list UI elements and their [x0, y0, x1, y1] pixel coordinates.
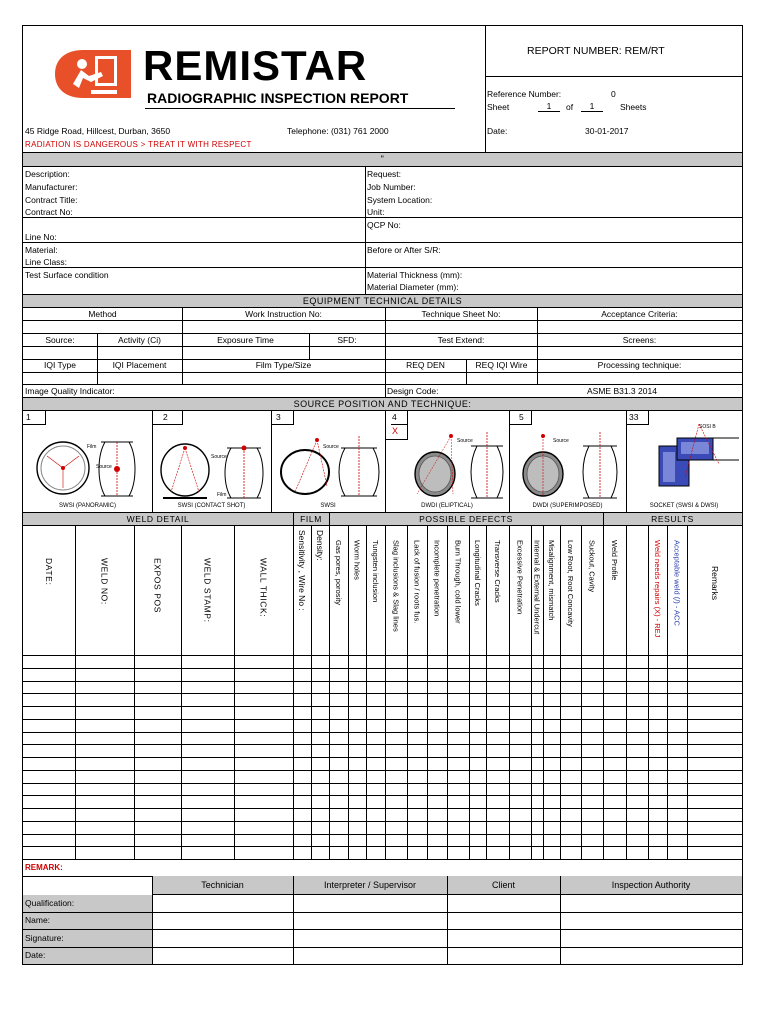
req-iqi-wire-label: REQ IQI Wire: [475, 360, 528, 370]
sheets-label: Sheets: [620, 102, 647, 112]
defect-col-heading-10: Internal & External Undercut: [532, 540, 542, 635]
grid-row-line-5: [23, 719, 742, 720]
grid-row-line-13: [23, 821, 742, 822]
tech-5-caption: DWDI (SUPERIMPOSED): [532, 503, 603, 509]
possible-defects-heading: POSSIBLE DEFECTS: [419, 514, 513, 524]
test-extend-label: Test Extend:: [437, 335, 485, 345]
grid-row-line-15: [23, 846, 742, 847]
defect-col-heading-8: Transverse Cracks: [493, 540, 502, 603]
grid-row-line-1: [23, 668, 742, 669]
result-col-heading-2: Remarks: [710, 566, 720, 601]
iqi-indicator-label: Image Quality Indicator:: [25, 386, 115, 396]
material-diameter-label: Material Diameter (mm):: [367, 282, 459, 292]
tech-divider-4: [509, 411, 510, 512]
grid-row-line-9: [23, 770, 742, 771]
defect-col-heading-3: Slag inclusions & Slag lines: [391, 540, 401, 632]
signoff-line-1: [23, 912, 742, 913]
client-heading: Client: [491, 880, 515, 890]
iqi-type-label: IQI Type: [44, 360, 76, 370]
signoff-line-2: [23, 929, 742, 930]
tech-5-box: [509, 411, 532, 425]
film-heading: FILM: [300, 514, 322, 524]
report-number: REPORT NUMBER: REM/RT: [527, 45, 665, 57]
svg-text:SOSI B: SOSI B: [699, 424, 716, 430]
grid-bottom-line: [23, 859, 742, 860]
test-surface-label: Test Surface condition: [25, 270, 109, 280]
weld-col-heading-3: WELD STAMP:: [202, 558, 213, 623]
name-label: Name:: [25, 915, 51, 925]
method-label: Method: [88, 309, 117, 319]
inspection-authority-heading: Inspection Authority: [611, 880, 691, 890]
source-label: Source:: [45, 335, 75, 345]
system-location-label: System Location:: [367, 195, 433, 205]
equip-r4-v1: [385, 384, 386, 397]
defect-col-heading-5: Incomplete penetration: [432, 540, 442, 617]
reference-value: 0: [611, 89, 616, 99]
report-subtitle: RADIOGRAPHIC INSPECTION REPORT: [147, 90, 409, 106]
equip-row3-bottom: [23, 384, 742, 385]
tech-4-number: 4: [392, 412, 397, 422]
swsi-sketch-icon: [275, 426, 383, 502]
tech-2-number: 2: [163, 412, 168, 422]
qualification-label: Qualification:: [25, 898, 75, 908]
svg-text:Source: Source: [553, 438, 569, 444]
grid-header-bottom: [23, 655, 742, 656]
signoff-line-3: [23, 947, 742, 948]
request-label: Request:: [367, 169, 402, 179]
equip-row2-line: [23, 346, 742, 347]
tech-divider-5: [626, 411, 627, 512]
equip-row1-line: [23, 320, 742, 321]
line-no-label: Line No:: [25, 232, 57, 242]
svg-text:Source: Source: [323, 444, 339, 450]
defect-col-heading-4: Lack of fusion / roots fus.: [412, 540, 422, 624]
tech-2-box: [152, 411, 183, 425]
equip-row3-line: [23, 372, 742, 373]
reference-label: Reference Number:: [487, 89, 562, 99]
info-line-1: [23, 217, 742, 218]
material-label: Material:: [25, 245, 58, 255]
info-divider: [365, 167, 366, 294]
inspection-report-sheet: [22, 25, 743, 965]
tech-divider-1: [152, 411, 153, 512]
tech-6-box: [626, 411, 649, 425]
tech-6-number: 33: [629, 412, 639, 422]
tech-4-box-mid: [391, 424, 407, 425]
svg-text:Source: Source: [457, 438, 473, 444]
header-divider: [485, 26, 486, 152]
equip-row1-bottom: [23, 333, 742, 334]
result-col-heading-0: Weld needs repairs (X) - REJ: [653, 540, 662, 638]
design-code-label: Design Code:: [387, 386, 439, 396]
before-after-sr-label: Before or After S/R:: [367, 245, 441, 255]
weld-col-heading-2: EXPOS POS: [152, 558, 163, 614]
info-line-2: [23, 242, 742, 243]
remark-label: REMARK:: [25, 863, 63, 872]
panoramic-sketch-icon: [33, 426, 145, 502]
radiation-warning: RADIATION IS DANGEROUS > TREAT IT WITH RESPECT: [25, 140, 252, 149]
sfd-label: SFD:: [337, 335, 357, 345]
tech-6-caption: SOCKET (SWSI & DWSI): [649, 503, 719, 509]
grid-row-line-6: [23, 732, 742, 733]
tech-1-number: 1: [26, 412, 31, 422]
grid-row-line-12: [23, 808, 742, 809]
defect-col-heading-9: Excessive Penetration: [515, 540, 525, 615]
date-value: 30-01-2017: [585, 126, 629, 136]
weld-detail-heading: WELD DETAIL: [126, 514, 190, 524]
header-band: [23, 152, 742, 167]
equipment-band: [23, 294, 742, 308]
defect-col-heading-2: Tungsten inclusion: [371, 540, 380, 603]
grid-row-line-8: [23, 757, 742, 758]
defect-col-heading-11: Misalignment, mismatch: [547, 540, 556, 621]
brand-name: REMISTAR: [143, 42, 368, 89]
sheet-number-value: 1: [546, 101, 552, 111]
of-label: of: [566, 102, 574, 112]
defect-col-heading-0: Gas pores, porosity: [334, 540, 343, 606]
defect-col-heading-1: Worm holes: [352, 540, 362, 580]
svg-text:Film: Film: [217, 492, 227, 498]
company-telephone: Telephone: (031) 761 2000: [287, 126, 389, 136]
source-band: [23, 397, 742, 411]
interpreter-heading: Interpreter / Supervisor: [323, 880, 417, 890]
result-col-heading-1: Acceptable weld (/) - ACC: [672, 540, 682, 626]
equipment-title: EQUIPMENT TECHNICAL DETAILS: [302, 296, 463, 306]
defect-col-heading-7: Longitudinal Cracks: [473, 540, 482, 606]
tech-divider-2: [271, 411, 272, 512]
film-col-heading-0: Sensitivity , Wire No :: [297, 530, 307, 611]
contract-title-label: Contract Title:: [25, 195, 78, 205]
tech-1-caption: SWSI (PANORAMIC): [59, 503, 116, 509]
acceptance-criteria-label: Acceptance Criteria:: [601, 309, 678, 319]
grid-row-line-2: [23, 681, 742, 682]
grid-row-line-14: [23, 834, 742, 835]
results-heading: RESULTS: [651, 514, 694, 524]
tech-3-box: [271, 411, 294, 425]
tech-4-box[interactable]: [385, 411, 408, 440]
svg-text:Film: Film: [87, 444, 97, 450]
tech-2-caption: SWSI (CONTACT SHOT): [177, 503, 246, 509]
contract-no-label: Contract No:: [25, 207, 73, 217]
svg-text:Source: Source: [211, 454, 227, 460]
activity-label: Activity (Ci): [118, 335, 161, 345]
iqi-placement-label: IQI Placement: [112, 360, 167, 370]
grid-row-line-10: [23, 783, 742, 784]
line-class-label: Line Class:: [25, 257, 68, 267]
weld-col-heading-4: WALL THICK:: [258, 558, 269, 618]
processing-technique-label: Processing technique:: [597, 360, 682, 370]
film-col-heading-1: Density:: [315, 530, 325, 561]
tech-3-caption: SWSI: [320, 503, 336, 509]
logo-mark-icon: [51, 48, 133, 100]
tech-3-number: 3: [276, 412, 281, 422]
remistar-logo: [51, 48, 133, 100]
contact-shot-sketch-icon: [157, 426, 267, 502]
manufacturer-label: Manufacturer:: [25, 182, 78, 192]
material-thickness-label: Material Thickness (mm):: [367, 270, 463, 280]
signature-label: Signature:: [25, 933, 64, 943]
technique-sheet-label: Technique Sheet No:: [421, 309, 501, 319]
technician-heading: Technician: [201, 880, 244, 890]
source-title: SOURCE POSITION AND TECHNIQUE:: [293, 399, 472, 409]
description-label: Description:: [25, 169, 70, 179]
defect-col-heading-13: Suckout, Cavity: [587, 540, 597, 593]
screens-label: Screens:: [622, 335, 657, 345]
sheet-label: Sheet: [487, 102, 510, 112]
date-signoff-label: Date:: [25, 950, 46, 960]
sheet-total: [581, 101, 603, 112]
sheet-number: [538, 101, 560, 112]
tech-5-number: 5: [519, 412, 524, 422]
qcp-no-label: QCP No:: [367, 220, 401, 230]
exposure-time-label: Exposure Time: [217, 335, 274, 345]
grid-row-line-11: [23, 795, 742, 796]
job-number-label: Job Number:: [367, 182, 416, 192]
unit-label: Unit:: [367, 207, 385, 217]
info-line-3: [23, 267, 742, 268]
weld-col-heading-0: DATE:: [44, 558, 54, 586]
defect-col-heading-12: Low Root, Root Concavity: [566, 540, 575, 627]
tech-4-selected-mark: X: [392, 426, 399, 436]
header-band-mark: ": [380, 154, 385, 164]
work-instruction-label: Work Instruction No:: [245, 309, 322, 319]
film-type-label: Film Type/Size: [255, 360, 312, 370]
svg-text:Source: Source: [96, 464, 112, 470]
grid-row-line-3: [23, 693, 742, 694]
report-number-divider: [485, 76, 742, 77]
weld-col-heading-1: WELD NO:: [99, 558, 110, 605]
grid-row-line-4: [23, 706, 742, 707]
company-address: 45 Ridge Road, Hillcest, Durban, 3650: [25, 126, 171, 136]
subtitle-underline: [145, 108, 455, 109]
date-label: Date:: [487, 126, 508, 136]
grid-row-line-7: [23, 744, 742, 745]
tech-4-caption: DWDI (ELIPTICAL): [421, 503, 473, 509]
tech-1-box: [23, 411, 46, 425]
req-den-label: REQ DEN: [406, 360, 445, 370]
defect-col-heading-14: Weld Profile: [610, 540, 619, 581]
socket-sketch-icon: [649, 418, 741, 502]
defect-col-heading-6: Burn Through, cold lower: [453, 540, 463, 624]
sheet-total-value: 1: [589, 101, 595, 111]
elliptical-sketch-icon: [407, 426, 507, 502]
superimposed-sketch-icon: [515, 426, 623, 502]
design-code-value: ASME B31.3 2014: [587, 386, 657, 396]
